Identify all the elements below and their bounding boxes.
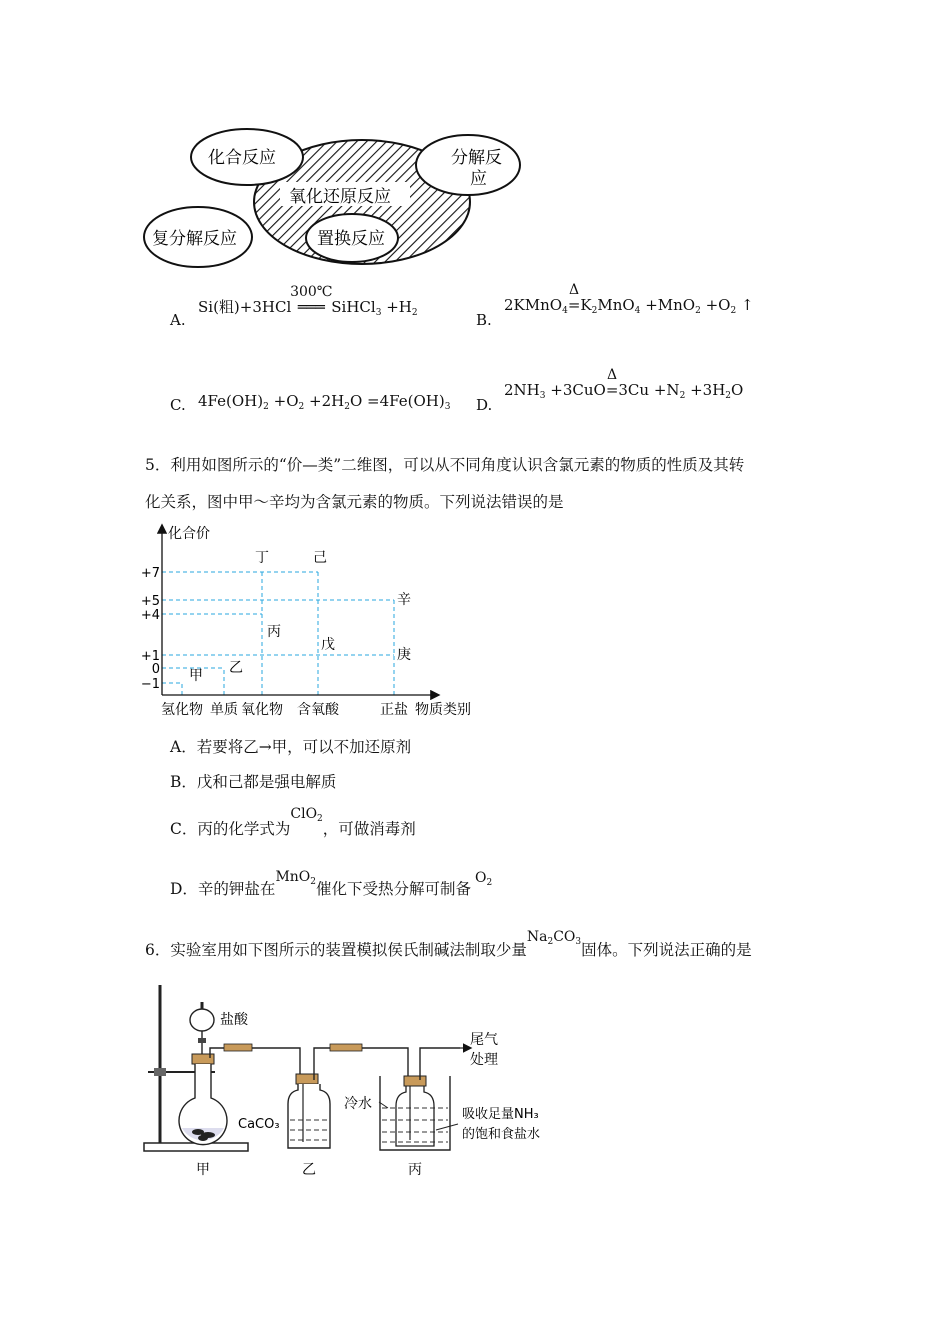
point-label: 乙	[229, 660, 243, 676]
label-redox: 氧化还原反应	[289, 187, 391, 207]
option-letter: A.	[170, 311, 186, 329]
q5-option-b[interactable]: B．戊和己都是强电解质	[170, 773, 337, 791]
q5-option-c[interactable]: C．丙的化学式为ClO$_2$，可做消毒剂	[170, 806, 416, 838]
option-letter: B.	[476, 311, 492, 329]
q6-stem: 6．实验室用如下图所示的装置模拟侯氏制碱法制取少量$Na_2CO_3$固体。下列说法正确的是	[145, 929, 752, 959]
label-tail-1: 尾气	[470, 1032, 498, 1048]
point-label: 己	[313, 550, 327, 566]
q4-option-b-formula: 2KMnO$_4$ Δ $=K_2MnO_4 +MnO_2 +O_2$ ↑	[504, 282, 754, 316]
option-letter: C.	[170, 396, 186, 414]
label-combination: 化合反应	[208, 148, 276, 168]
y-tick-label: +7	[140, 566, 160, 581]
point-label: 甲	[189, 668, 203, 684]
label-decomposition-1: 分解反	[451, 148, 502, 168]
q4-option-a-formula: Si(粗)+3HCl 300℃ ═══ SiHCl$_3$ $+H_2$	[198, 284, 418, 318]
q4-option-d[interactable]	[476, 398, 492, 413]
label-decomposition-2: 应	[470, 169, 487, 189]
label-caco3: CaCO₃	[238, 1117, 280, 1132]
q5-stem-line2: 化关系，图中甲～辛均为含氯元素的物质。下列说法错误的是	[145, 493, 564, 511]
y-tick-label: +5	[140, 594, 160, 609]
y-axis-label: 化合价	[168, 526, 210, 542]
label-bing: 丙	[408, 1162, 422, 1178]
valence-chart	[140, 518, 490, 723]
x-axis-label: 物质类别	[415, 702, 471, 718]
label-double-decomp: 复分解反应	[152, 229, 237, 249]
point-label: 辛	[397, 592, 411, 608]
point-label: 丙	[267, 624, 281, 640]
q5-option-a[interactable]: A．若要将乙→甲，可以不加还原剂	[170, 738, 412, 756]
option-letter: D.	[476, 396, 493, 414]
venn-diagram	[140, 120, 530, 270]
stopper-bing	[404, 1076, 426, 1086]
apparatus-diagram	[140, 980, 560, 1180]
point-label: 戊	[321, 637, 335, 653]
y-tick-label: −1	[140, 677, 160, 692]
x-tick-label: 正盐	[380, 702, 408, 718]
label-solution-1: 吸收足量NH₃	[462, 1107, 539, 1122]
stopper-yi	[296, 1074, 318, 1084]
q5-option-d[interactable]: D．辛的钾盐在MnO$_2$催化下受热分解可制备$O_2$	[170, 869, 493, 898]
beaker-bing	[380, 1076, 450, 1150]
q4-option-c-formula: $4Fe(OH)_2 +O_2 +2H_2O =4Fe(OH)_3$	[198, 392, 451, 412]
q4-option-a[interactable]	[170, 313, 186, 328]
point-label: 庚	[397, 647, 411, 663]
x-tick-label: 氢化物	[161, 702, 203, 718]
q5-stem-line1: 5．利用如图所示的“价—类”二维图，可以从不同角度认识含氯元素的物质的性质及其转	[145, 456, 745, 474]
label-jia: 甲	[196, 1162, 210, 1178]
y-tick-label: 0	[151, 662, 160, 677]
x-tick-label: 单质	[210, 702, 238, 718]
separatory-funnel	[190, 1009, 214, 1031]
q4-option-d-formula: $2NH_3 +3CuO$ Δ $=3Cu +N_2 +3H_2O$	[504, 367, 744, 401]
q4-option-c[interactable]	[170, 398, 186, 413]
y-tick-label: +4	[140, 608, 160, 623]
label-solution-2: 的饱和食盐水	[462, 1127, 541, 1142]
point-label: 丁	[255, 550, 269, 566]
y-tick-label: +1	[140, 649, 160, 664]
label-displacement: 置换反应	[317, 229, 385, 249]
label-tail-2: 处理	[470, 1052, 498, 1068]
label-acid: 盐酸	[220, 1012, 248, 1028]
label-yi: 乙	[302, 1162, 316, 1178]
bottle-yi	[288, 1084, 330, 1148]
label-cold-water: 冷水	[344, 1096, 372, 1112]
q4-option-b[interactable]	[476, 313, 492, 328]
x-tick-label: 含氧酸	[297, 702, 339, 718]
x-tick-label: 氧化物	[241, 702, 283, 718]
